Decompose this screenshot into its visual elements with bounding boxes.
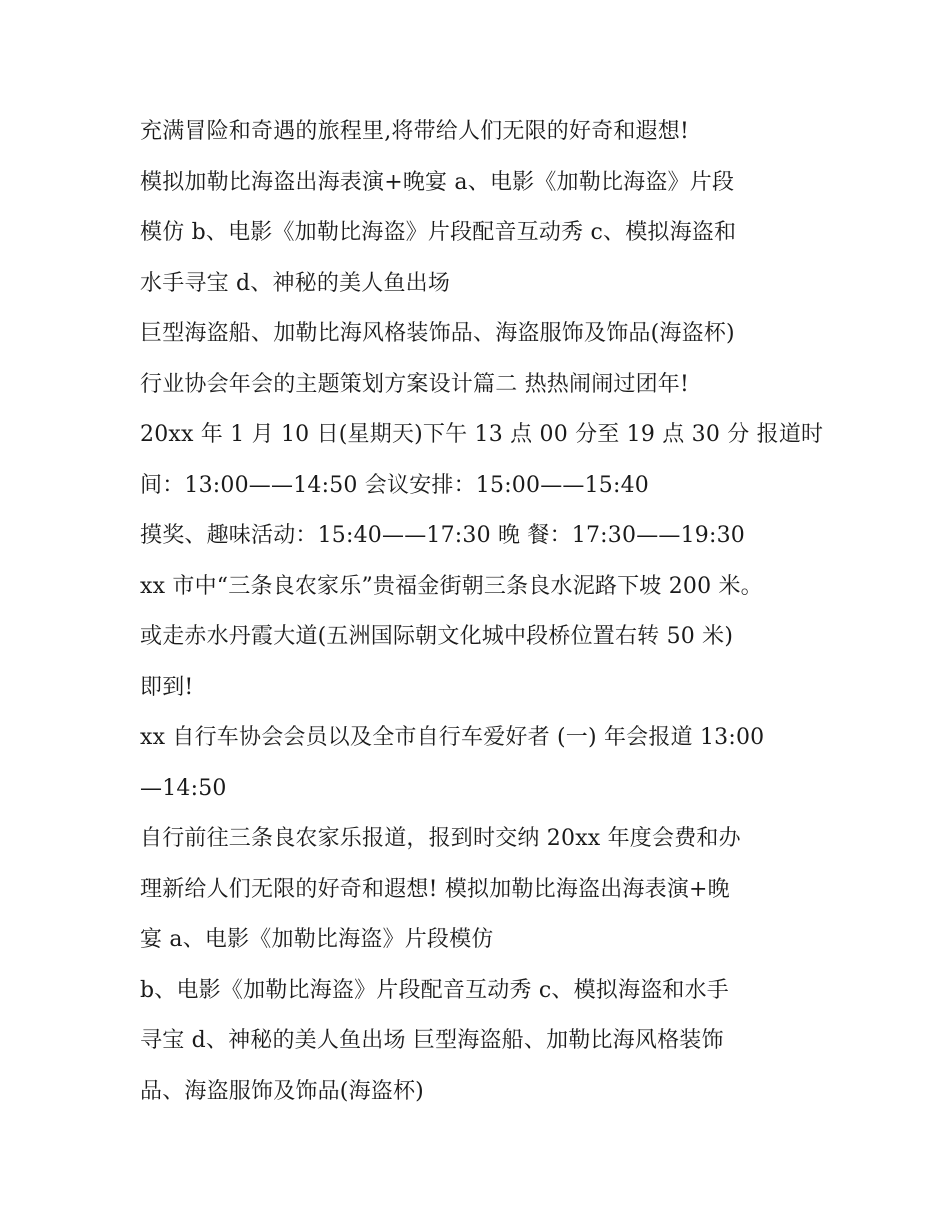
text-line: 间：13:00——14:50 会议安排：15:00——15:40 bbox=[140, 472, 649, 498]
document-body bbox=[140, 107, 824, 1117]
text-line: 自行前往三条良农家乐报道，报到时交纳 20xx 年度会费和办 bbox=[140, 826, 741, 851]
text-line: 理新给人们无限的好奇和遐想! 模拟加勒比海盗出海表演+晚 bbox=[140, 876, 730, 902]
text-line: 宴 a、电影《加勒比海盗》片段模仿 bbox=[140, 927, 494, 952]
text-line: b、电影《加勒比海盗》片段配音互动秀 c、模拟海盗和水手 bbox=[140, 977, 729, 1003]
text-line: 或走赤水丹霞大道(五洲国际朝文化城中段桥位置右转 50 米) bbox=[140, 624, 734, 649]
text-line: 品、海盗服饰及饰品(海盗杯) bbox=[140, 1078, 424, 1104]
text-line: xx 市中“三条良农家乐”贵福金街朝三条良水泥路下坡 200 米。 bbox=[140, 573, 763, 599]
text-line: 寻宝 d、神秘的美人鱼出场 巨型海盗船、加勒比海风格装饰 bbox=[140, 1028, 724, 1053]
text-line: —14:50 bbox=[140, 775, 227, 801]
text-line: 行业协会年会的主题策划方案设计篇二 热热闹闹过团年! bbox=[140, 371, 690, 397]
text-line: 水手寻宝 d、神秘的美人鱼出场 bbox=[140, 270, 451, 296]
text-line: 充满冒险和奇遇的旅程里,将带给人们无限的好奇和遐想! bbox=[140, 119, 690, 144]
text-line: 巨型海盗船、加勒比海风格装饰品、海盗服饰及饰品(海盗杯) bbox=[140, 321, 735, 346]
text-line: 摸奖、趣味活动：15:40——17:30 晚 餐：17:30——19:30 bbox=[140, 523, 745, 548]
text-line: 20xx 年 1 月 10 日(星期天)下午 13 点 00 分至 19 点 30 分 报道时 bbox=[140, 422, 824, 447]
text-line: xx 自行车协会会员以及全市自行车爱好者 (一) 年会报道 13:00 bbox=[140, 725, 765, 750]
text-line: 即到! bbox=[140, 674, 194, 700]
text-line: 模仿 b、电影《加勒比海盗》片段配音互动秀 c、模拟海盗和 bbox=[140, 220, 737, 245]
text-line: 模拟加勒比海盗出海表演+晚宴 a、电影《加勒比海盗》片段 bbox=[140, 169, 735, 195]
